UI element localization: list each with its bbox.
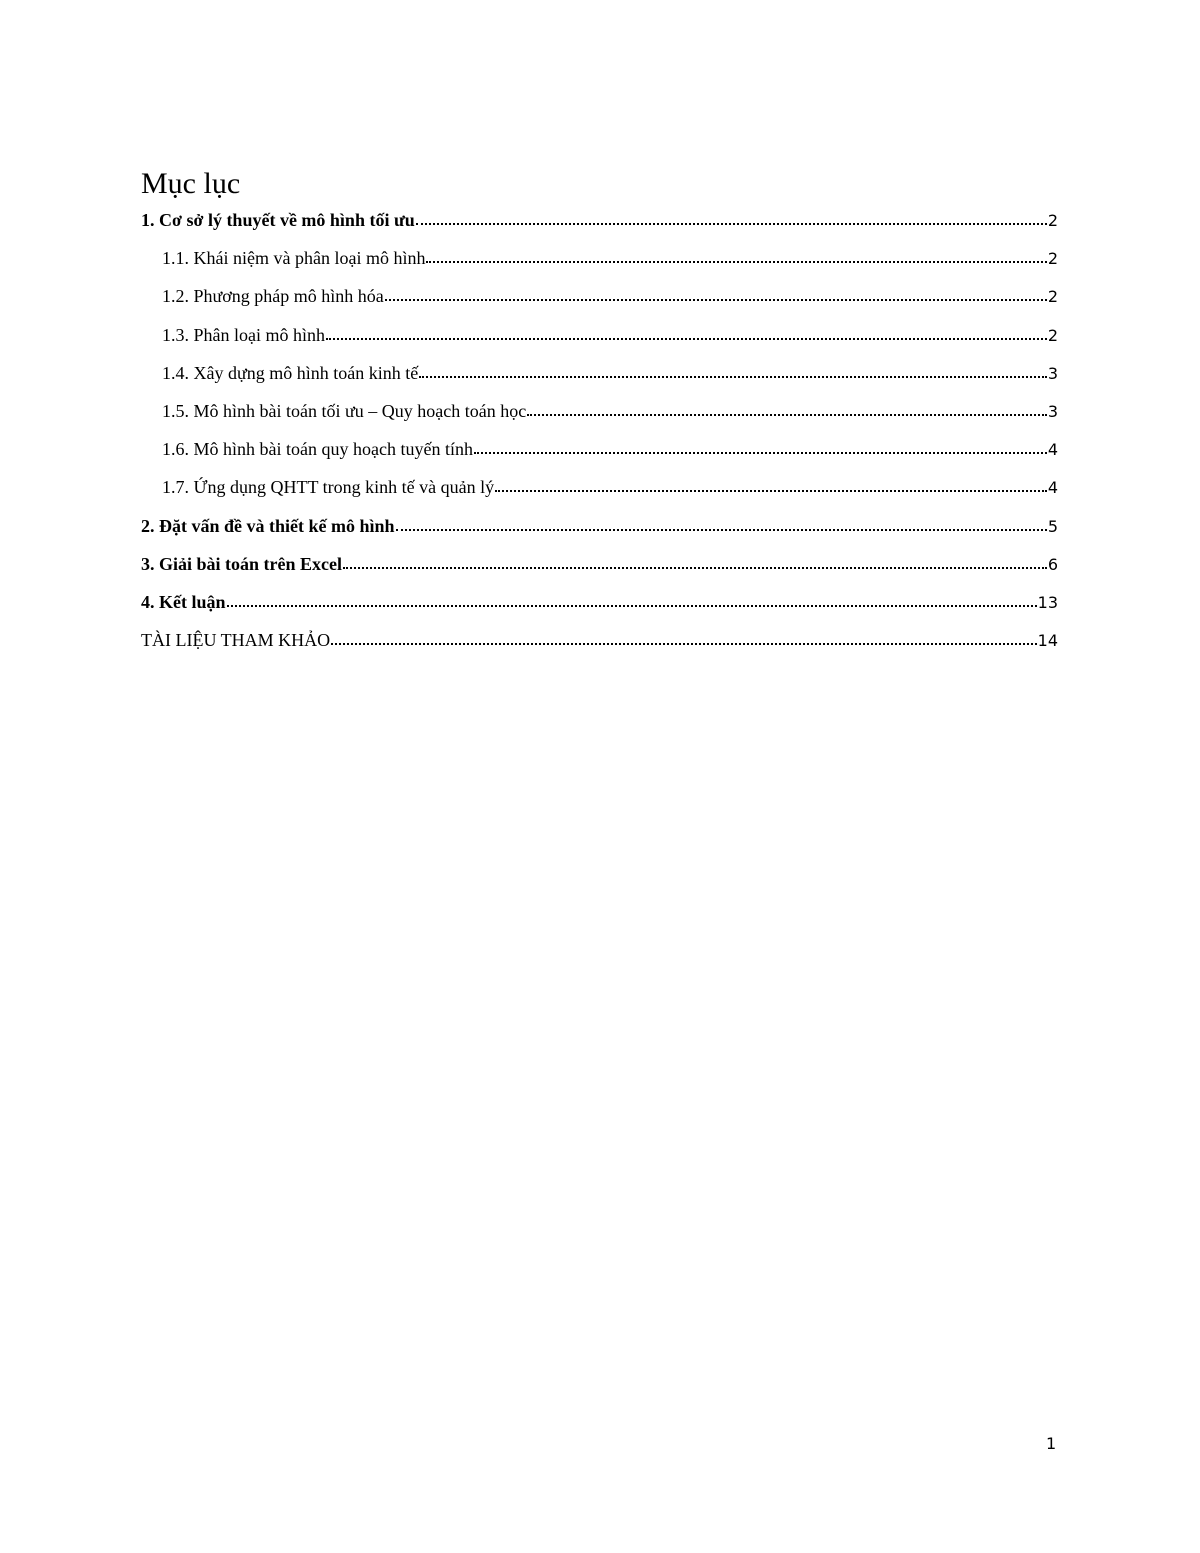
toc-entry-1[interactable] bbox=[141, 205, 1058, 243]
toc-entry-page: 3 bbox=[1047, 363, 1058, 383]
toc-title: Mục lục bbox=[141, 167, 241, 200]
toc-entry-text: 3. Giải bài toán trên Excel bbox=[141, 553, 342, 574]
dot-leader bbox=[396, 514, 1047, 532]
dot-leader bbox=[331, 628, 1037, 646]
toc-entry-references[interactable] bbox=[141, 625, 1058, 663]
toc-entry-1-7[interactable] bbox=[141, 472, 1058, 510]
toc-entry-3[interactable] bbox=[141, 549, 1058, 587]
toc-entry-1-5[interactable] bbox=[141, 396, 1058, 434]
toc-entry-text: 1. Cơ sở lý thuyết về mô hình tối ưu bbox=[141, 210, 415, 230]
toc-entry-text: 4. Kết luận bbox=[141, 591, 226, 612]
toc-entry-text: TÀI LIỆU THAM KHẢO bbox=[141, 630, 331, 651]
toc-entry-page: 2 bbox=[1047, 211, 1058, 230]
toc-entry-page: 2 bbox=[1047, 249, 1058, 269]
toc-entry-page: 14 bbox=[1037, 631, 1058, 651]
toc-entry-text: 2. Đặt vấn đề và thiết kế mô hình bbox=[141, 515, 395, 536]
toc-entry-text: 1.6. Mô hình bài toán quy hoạch tuyến tính bbox=[162, 439, 473, 460]
dot-leader bbox=[426, 246, 1046, 264]
toc-entry-page: 2 bbox=[1047, 325, 1058, 345]
toc-entry-text: 1.7. Ứng dụng QHTT trong kinh tế và quản lý bbox=[162, 477, 495, 498]
toc-entry-1-1[interactable] bbox=[141, 243, 1058, 281]
page-number: 1 bbox=[1046, 1434, 1057, 1453]
dot-leader bbox=[227, 590, 1037, 608]
dot-leader bbox=[495, 475, 1047, 493]
toc-entry-page: 3 bbox=[1047, 401, 1058, 421]
toc-entry-4[interactable] bbox=[141, 587, 1058, 625]
toc-entry-page: 2 bbox=[1047, 287, 1058, 307]
toc-entry-text: 1.3. Phân loại mô hình bbox=[162, 324, 325, 345]
table-of-contents bbox=[141, 205, 1058, 663]
toc-entry-page: 4 bbox=[1047, 478, 1058, 498]
toc-entry-page: 13 bbox=[1037, 592, 1058, 612]
dot-leader bbox=[474, 437, 1047, 455]
dot-leader bbox=[326, 323, 1047, 341]
dot-leader bbox=[527, 399, 1047, 417]
toc-entry-text: 1.5. Mô hình bài toán tối ưu – Quy hoạch toán học bbox=[162, 400, 527, 421]
toc-entry-2[interactable] bbox=[141, 511, 1058, 549]
toc-entry-text: 1.2. Phương pháp mô hình hóa bbox=[162, 286, 384, 307]
dot-leader bbox=[416, 208, 1047, 226]
toc-entry-1-2[interactable] bbox=[141, 281, 1058, 319]
toc-entry-text: 1.4. Xây dựng mô hình toán kinh tế bbox=[162, 362, 419, 383]
toc-entry-text: 1.1. Khái niệm và phân loại mô hình bbox=[162, 248, 426, 269]
dot-leader bbox=[343, 552, 1047, 570]
dot-leader bbox=[385, 284, 1047, 302]
toc-entry-page: 5 bbox=[1047, 516, 1058, 536]
toc-entry-1-3[interactable] bbox=[141, 320, 1058, 358]
toc-entry-page: 4 bbox=[1047, 440, 1058, 460]
toc-entry-page: 6 bbox=[1047, 554, 1058, 574]
toc-entry-1-6[interactable] bbox=[141, 434, 1058, 472]
toc-entry-1-4[interactable] bbox=[141, 358, 1058, 396]
dot-leader bbox=[419, 361, 1047, 379]
